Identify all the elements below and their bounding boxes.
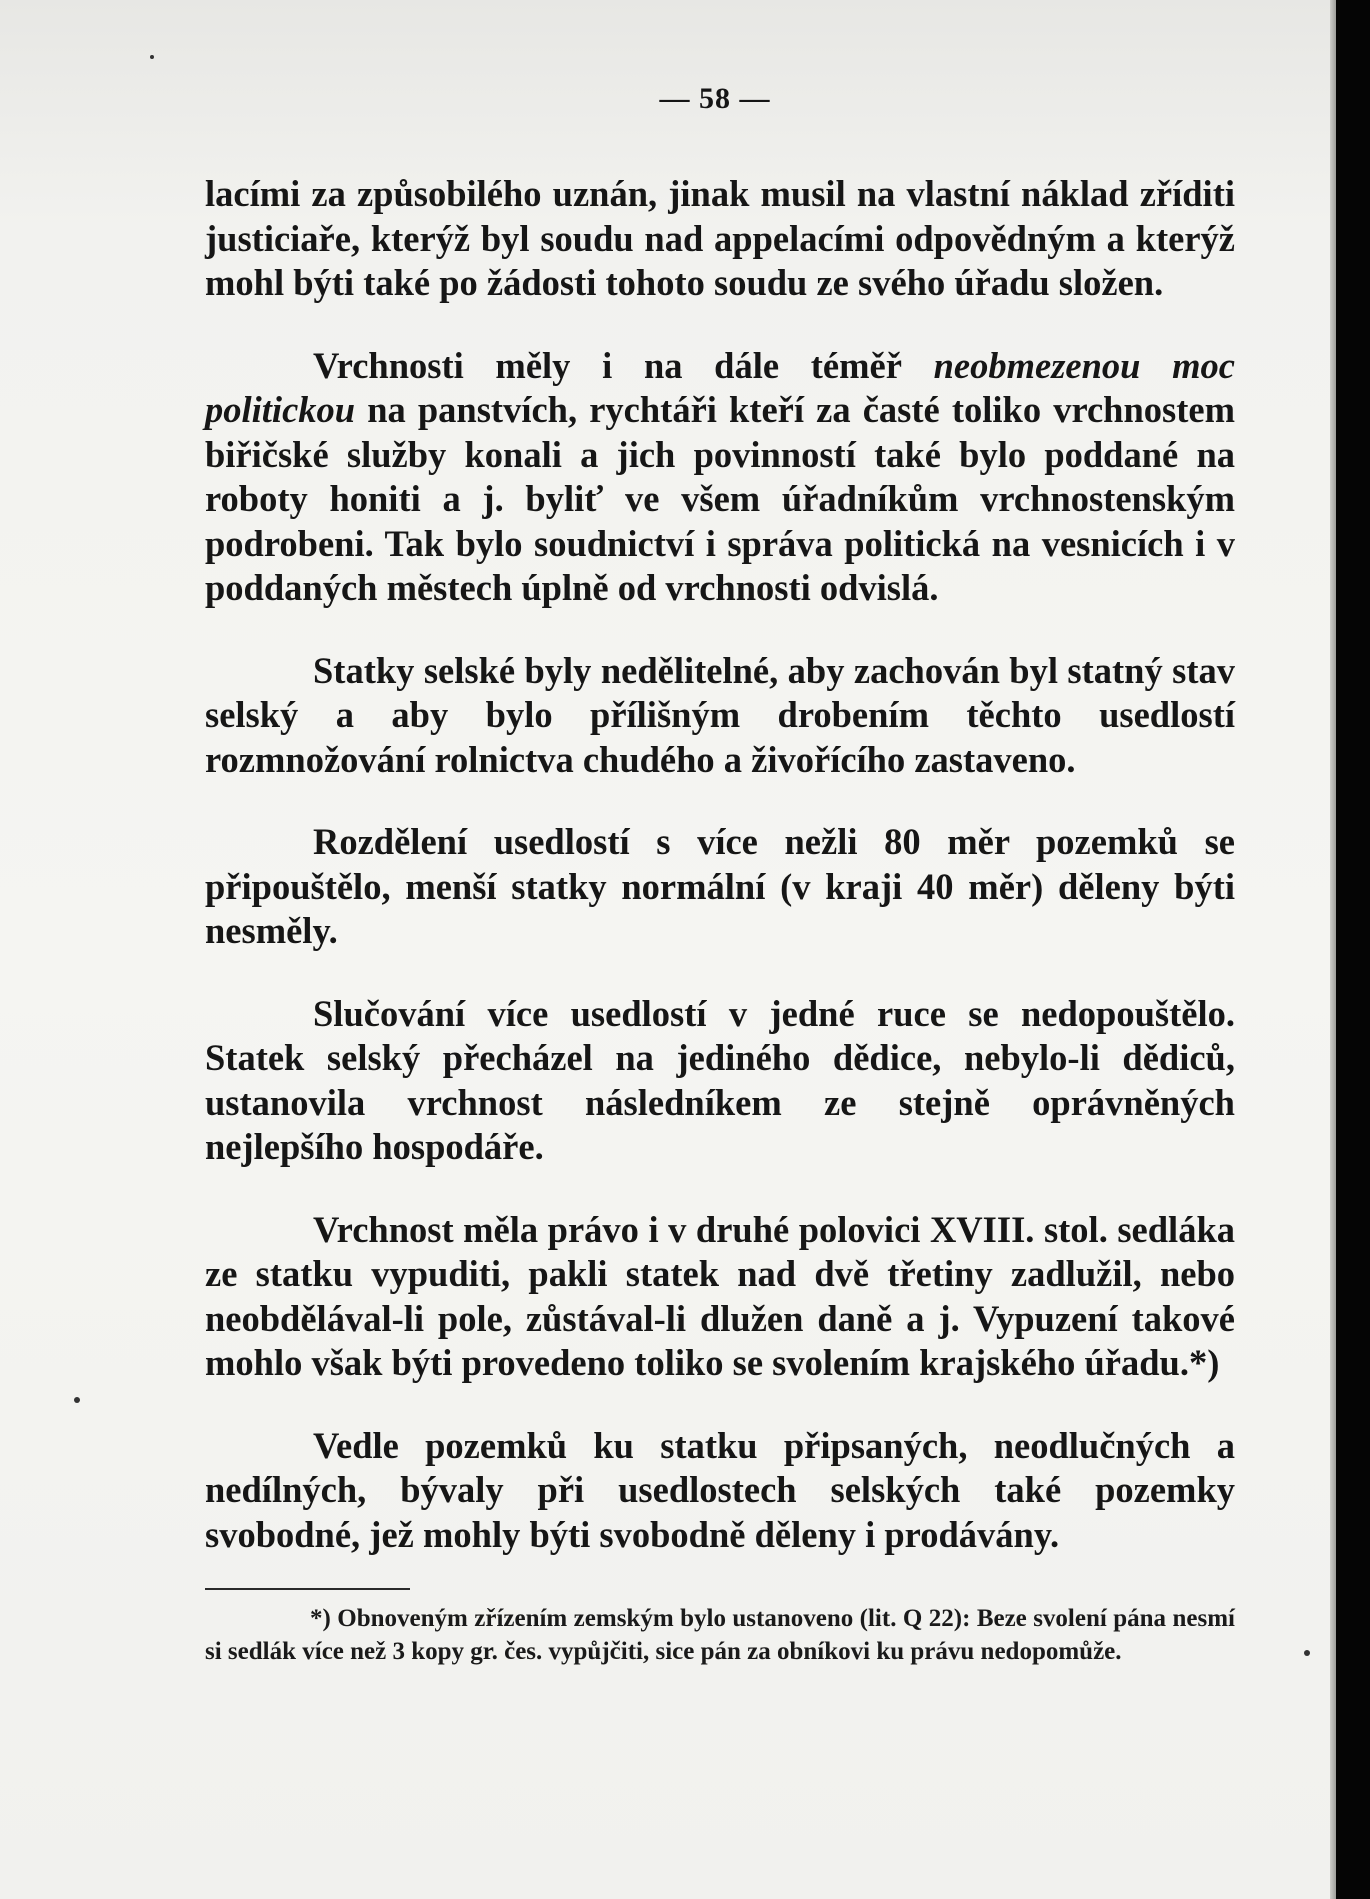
ink-speck	[1304, 1650, 1310, 1656]
footnote	[205, 1602, 1235, 1668]
footnote-divider	[205, 1588, 410, 1590]
body-text	[205, 172, 1235, 1595]
paragraph-2	[205, 344, 1235, 611]
page-number: — 58 —	[659, 82, 771, 115]
paragraph-2-after: na panstvích, rychtáři kteří za časté toliko vrchnostem biřičské služby konali a jich povinností také bylo poddané na roboty honiti a j. byliť ve všem úřadníkům vrchnostenským podrobeni. Tak bylo soudnictví i správa politická na vesnicích i v poddaných městech úplně od vrchnosti odvislá.	[205, 389, 1235, 608]
ink-speck	[74, 1397, 80, 1403]
paragraph-6: Vrchnost měla právo i v druhé polovici XVIII. stol. sedláka ze statku vypuditi, pakli statek nad dvě třetiny zadlužil, nebo neobdělával-li pole, zůstával-li dlužen daně a j. Vypuzení takové mohlo však býti provedeno toliko se svolením krajského úřadu.*)	[205, 1208, 1235, 1383]
paragraph-3: Statky selské byly nedělitelné, aby zachován byl statný stav selský a aby bylo přílišným drobením těchto usedlostí rozmnožování rolnictva chudého a živořícího zastaveno.	[205, 649, 1235, 780]
paragraph-1: lacími za způsobilého uznán, jinak musil na vlastní náklad zříditi justiciaře, kterýž byl soudu nad appelacími odpovědným a kterýž mohl býti také po žádosti tohoto soudu ze svého úřadu složen.	[205, 173, 1235, 303]
paragraph-7: Vedle pozemků ku statku připsaných, neodlučných a nedílných, bývaly při usedlostech selských také pozemky svobodné, jež mohly býti svobodně děleny i prodávány.	[205, 1424, 1235, 1555]
paragraph-4: Rozdělení usedlostí s více nežli 80 měr pozemků se připouštělo, menší statky normální (v kraji 40 měr) děleny býti nesměly.	[205, 821, 1235, 951]
paragraph-2-emphasis: neobmezenou moc politickou	[205, 344, 1236, 430]
paragraph-5: Slučování více usedlostí v jedné ruce se nedopouštělo. Statek selský přecházel na jediného dědice, nebylo-li dědiců, ustanovila vrchnost následníkem ze stejně oprávněných nejlepšího hospodáře.	[205, 992, 1235, 1167]
paragraph-2-before: Vrchnosti měly i na dále téměř	[313, 344, 934, 386]
footnote-text: *) Obnoveným zřízením zemským bylo ustanoveno (lit. Q 22): Beze svolení pána nesmí si sedlák více než 3 kopy gr. čes. vypůjčiti, sice pán za obníkovi ku právu nedopomůže.	[205, 1605, 1235, 1665]
ink-speck	[150, 55, 154, 59]
scan-border	[1336, 0, 1370, 1899]
